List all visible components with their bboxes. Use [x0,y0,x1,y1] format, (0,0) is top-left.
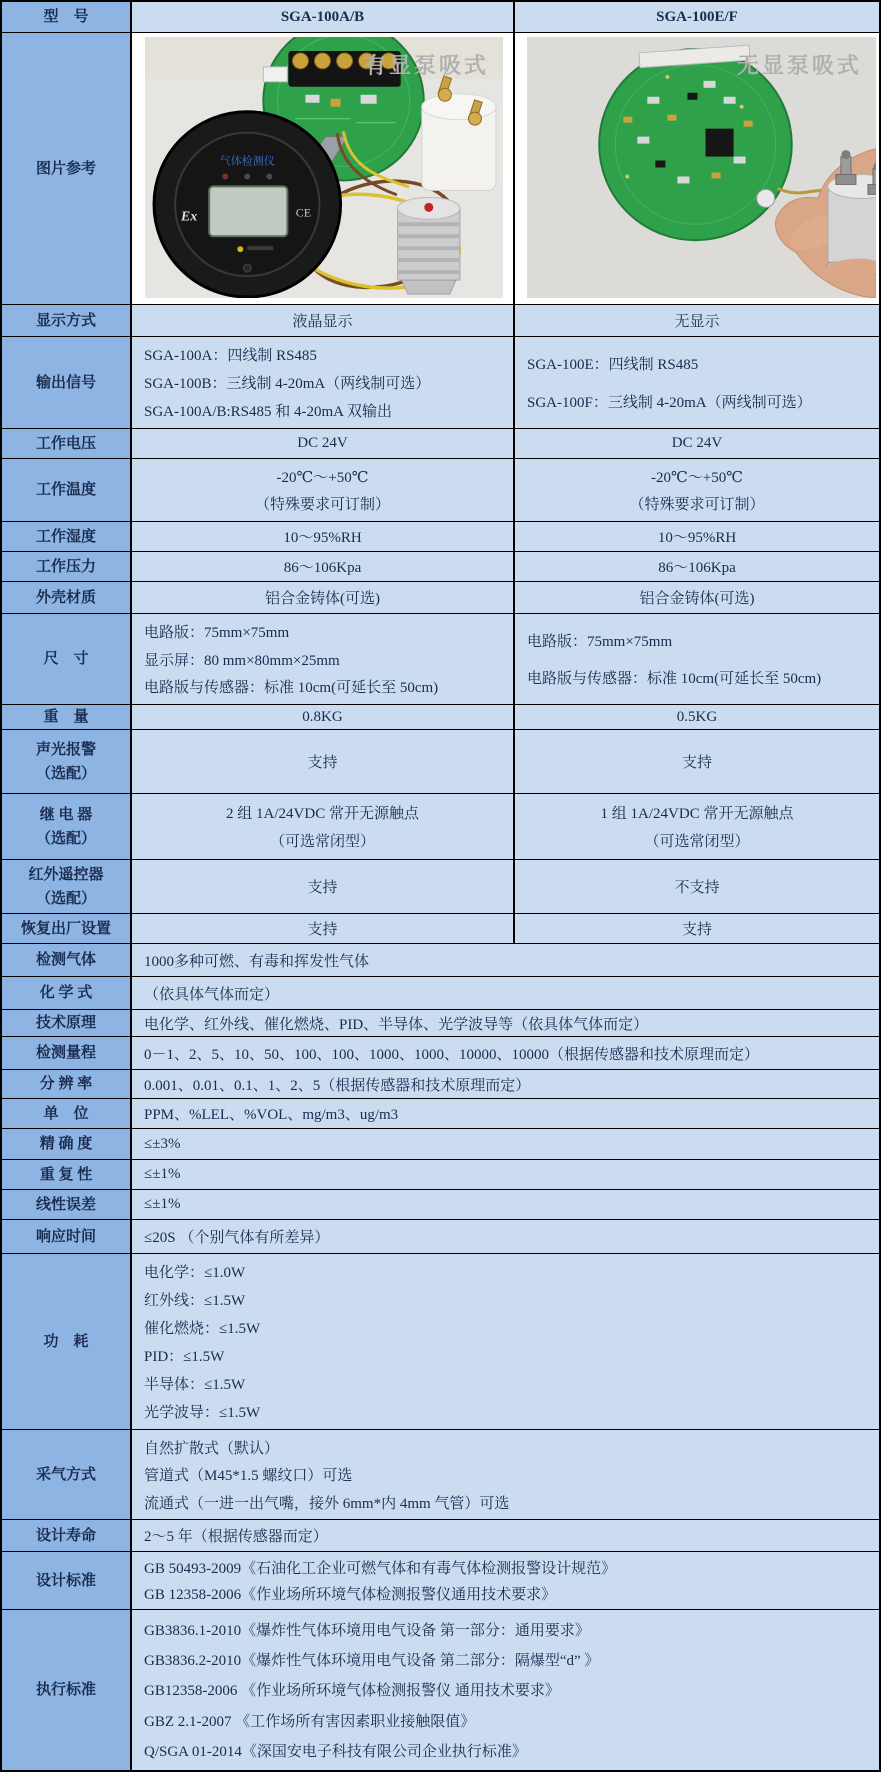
spec-value: 支持 [307,922,338,938]
spec-value: 2～5 年（根据传感器而定） [144,1529,328,1545]
spec-value: （依具体气体而定） [144,986,280,1003]
row-label: 检测量程 [2,1037,132,1069]
spec-value: Q/SGA 01-2014《深国安电子科技有限公司企业执行标准》 [144,1743,527,1760]
product-photo-sga100ab [145,37,503,298]
spec-value: 光学波导：≤1.5W [144,1405,261,1421]
spec-value: 支持 [307,880,338,896]
row-label: 采气方式 [2,1430,132,1519]
row-label-line: 红外遥控器 [28,866,104,883]
row-working-humidity [2,522,879,552]
row-label [2,794,132,859]
row-detected-gases [2,944,879,977]
header-model-b [515,2,879,32]
row-weight [2,705,879,730]
row-power-consumption [2,1254,879,1430]
spec-value: 电路版与传感器：标准 10cm(可延长至 50cm) [144,680,439,697]
spec-value: ≤±1% [144,1196,181,1212]
row-linearity-error [2,1190,879,1220]
spec-value: 0－1、2、5、10、50、100、100、1000、1000、10000、10000（根据传感器和技术原理而定） [144,1046,760,1063]
spec-value: （可选常闭型） [269,834,375,851]
spec-value: （可选常闭型） [644,834,750,851]
row-product-images [2,33,879,305]
row-shell-material [2,582,879,614]
spec-value: SGA-100F：三线制 4-20mA（两线制可选） [527,394,812,411]
spec-value: 电路版与传感器：标准 10cm(可延长至 50cm) [527,671,822,687]
row-label: 尺 寸 [2,614,132,704]
row-label: 工作湿度 [2,522,132,551]
spec-value: GB3836.1-2010《爆炸性气体环境用电气设备 第一部分：通用要求》 [144,1623,590,1640]
spec-value: （特殊要求可订制） [629,497,765,514]
spec-value: 显示屏：80 mm×80mm×25mm [144,652,340,669]
row-label: 化 学 式 [2,977,132,1009]
row-design-standards [2,1552,879,1610]
spec-value: 电路版：75mm×75mm [144,624,290,641]
spec-value: 流通式（一进一出气嘴，接外 6mm*内 4mm 气管）可选 [144,1495,510,1512]
spec-value: DC 24V [671,435,723,451]
spec-value: 1 组 1A/24VDC 常开无源触点 [600,805,794,822]
row-label-line: （选配） [35,890,96,907]
row-label [2,860,132,913]
spec-value: 不支持 [674,880,720,896]
spec-value: 无显示 [674,314,720,330]
spec-value: DC 24V [297,435,348,451]
spec-value: GB3836.2-2010《爆炸性气体环境用电气设备 第二部分：隔爆型“d” 》 [144,1653,600,1670]
row-label: 精 确 度 [2,1129,132,1159]
row-label: 检测气体 [2,944,132,976]
row-label-line: 声光报警 [35,741,96,758]
table-header-row [2,2,879,33]
row-label: 重 复 性 [2,1160,132,1189]
model-a-name: SGA-100A/B [280,8,365,25]
spec-value: -20℃～+50℃ [276,469,369,486]
row-label: 外壳材质 [2,582,132,613]
row-accuracy [2,1129,879,1160]
row-working-pressure [2,552,879,582]
spec-value: GB12358-2006 《作业场所环境气体检测报警仪 通用技术要求》 [144,1683,560,1700]
row-dimensions [2,614,879,705]
spec-value: 10～95%RH [283,530,362,546]
row-sampling-method [2,1430,879,1520]
spec-value: 0.8KG [302,708,343,725]
spec-value: 2 组 1A/24VDC 常开无源触点 [226,805,419,822]
row-label: 重 量 [2,705,132,729]
spec-value: 0.001、0.01、0.1、1、2、5（根据传感器和技术原理而定） [144,1077,531,1094]
row-label: 显示方式 [2,305,132,336]
row-executive-standards [2,1610,879,1770]
metal-sensor-illustration [398,197,460,294]
row-label-line: （选配） [35,830,96,847]
spec-value: 支持 [681,922,712,938]
row-repeatability [2,1160,879,1190]
row-label: 单 位 [2,1099,132,1128]
row-label: 工作电压 [2,429,132,458]
spec-value: 0.5KG [676,708,718,725]
spec-value: PID：≤1.5W [144,1349,225,1365]
row-working-voltage [2,429,879,459]
row-label: 工作压力 [2,552,132,581]
ce-mark-text: CE [295,205,312,220]
spec-value: ≤±3% [144,1135,181,1152]
row-label-line: 继 电 器 [39,806,93,823]
row-label: 设计寿命 [2,1520,132,1551]
row-ir-remote [2,860,879,914]
spec-value: 支持 [681,755,712,771]
spec-value: SGA-100B：三线制 4-20mA（两线制可选） [144,376,431,392]
spec-value: 电化学、红外线、催化燃烧、PID、半导体、光学波导等（依具体气体而定） [144,1016,649,1033]
row-technical-principle [2,1010,879,1037]
spec-value: ≤20S （个别气体有所差异） [144,1230,330,1246]
spec-value: 10～95%RH [657,530,737,546]
spec-value: 半导体：≤1.5W [144,1377,246,1393]
spec-value: 管道式（M45*1.5 螺纹口）可选 [144,1468,353,1484]
row-label: 功 耗 [2,1254,132,1429]
photo-cell-b [515,33,879,304]
photo-watermark-b: 无显泵吸式 [736,53,862,78]
spec-value: 电化学：≤1.0W [144,1265,246,1281]
photo-watermark-a: 有显泵吸式 [363,53,489,78]
row-design-life [2,1520,879,1552]
spec-value: SGA-100A/B:RS485 和 4-20mA 双输出 [144,404,392,420]
row-chemical-formula [2,977,879,1010]
row-label: 分 辨 率 [2,1070,132,1098]
row-label: 输出信号 [2,337,132,428]
row-display-mode [2,305,879,337]
spec-value: 液晶显示 [292,314,353,330]
row-label: 执行标准 [2,1610,132,1770]
spec-value: 催化燃烧：≤1.5W [144,1321,261,1337]
row-label: 线性误差 [2,1190,132,1219]
spec-value: 1000多种可燃、有毒和挥发性气体 [144,953,370,970]
spec-value: -20℃～+50℃ [650,469,743,486]
row-working-temperature [2,459,879,522]
spec-value: 86～106Kpa [283,560,362,576]
spec-value: （特殊要求可订制） [254,497,390,514]
spec-value: 红外线：≤1.5W [144,1293,246,1309]
row-label: 恢复出厂设置 [2,914,132,943]
spec-value: GB 50493-2009《石油化工企业可燃气体和有毒气体检测报警设计规范》 [144,1561,617,1577]
row-output-signal [2,337,879,429]
row-label: 设计标准 [2,1552,132,1609]
row-factory-reset [2,914,879,944]
header-model-label: 型 号 [2,2,132,32]
detector-illustration [154,112,341,297]
header-model-a [132,2,515,32]
spec-value: 86～106Kpa [658,560,736,576]
row-label: 响应时间 [2,1220,132,1253]
row-label: 工作温度 [2,459,132,521]
row-sound-light-alarm [2,730,879,794]
row-label: 技术原理 [2,1010,132,1036]
photo-cell-a [132,33,515,304]
spec-value: 自然扩散式（默认） [144,1440,280,1457]
row-relay [2,794,879,860]
row-label: 图片参考 [2,33,132,304]
row-resolution [2,1070,879,1099]
row-response-time [2,1220,879,1254]
spec-value: 铝合金铸体(可选) [639,591,755,607]
spec-value: SGA-100E：四线制 RS485 [527,357,699,374]
model-b-name: SGA-100E/F [656,8,738,25]
row-label-line: （选配） [35,765,96,782]
spec-value: GBZ 2.1-2007 《工作场所有害因素职业接触限值》 [144,1713,476,1730]
spec-value: 电路版：75mm×75mm [527,634,673,650]
spec-value: 铝合金铸体(可选) [265,591,380,607]
product-photo-sga100ef [527,37,876,298]
spec-value: PPM、%LEL、%VOL、mg/m3、ug/m3 [144,1107,399,1123]
row-label [2,730,132,793]
spec-value: 支持 [307,755,338,771]
detector-title-text: 气体检测仪 [219,155,275,168]
spec-value: ≤±1% [144,1166,181,1182]
ex-mark-text: Ex [180,209,198,225]
row-detection-range [2,1037,879,1070]
spec-value: SGA-100A：四线制 RS485 [144,348,317,364]
spec-value: GB 12358-2006《作业场所环境气体检测报警仪通用技术要求》 [144,1587,557,1603]
row-unit [2,1099,879,1129]
